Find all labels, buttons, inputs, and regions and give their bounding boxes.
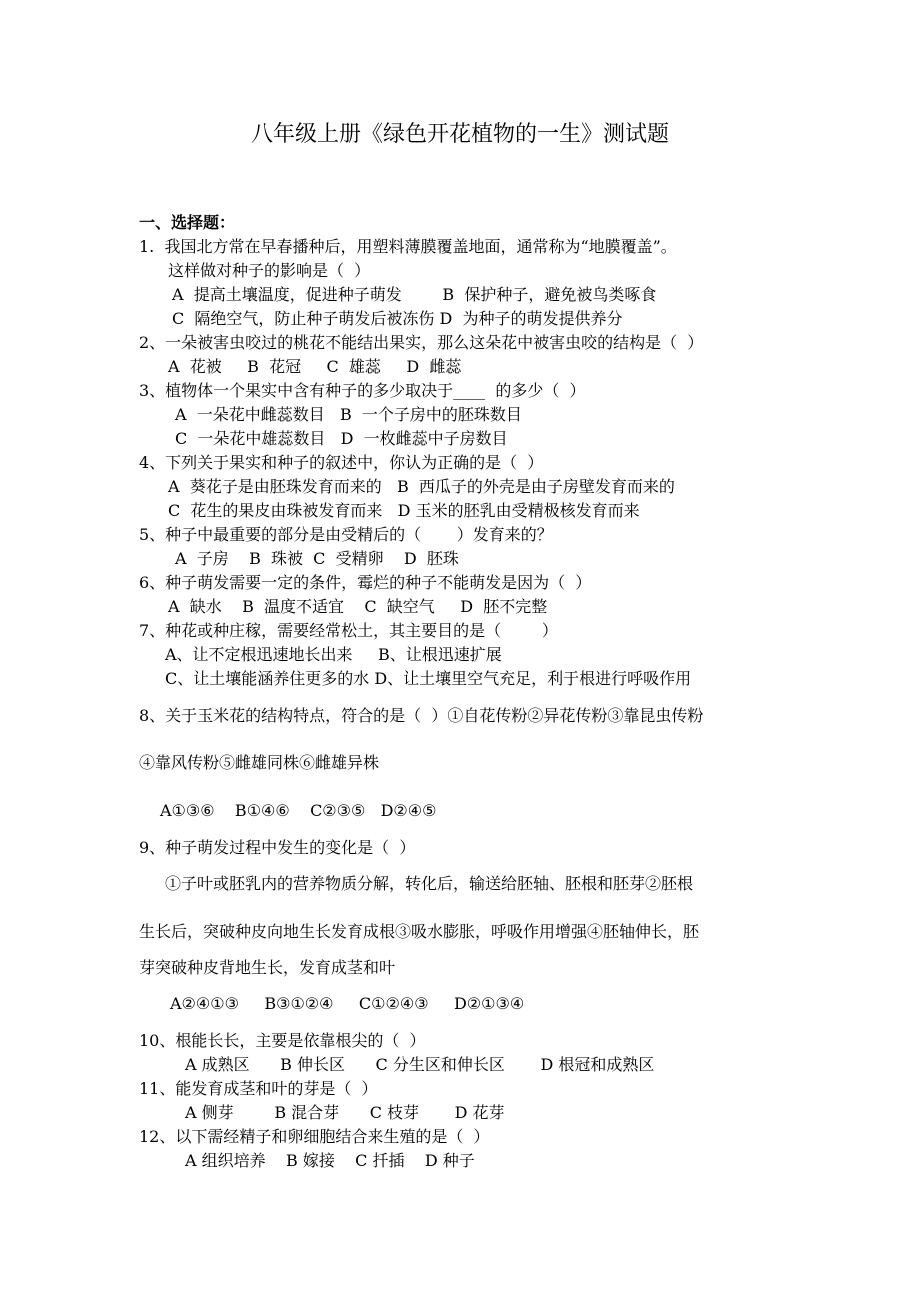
question-5-stem: 5、种子中最重要的部分是由受精后的（ ）发育来的？ <box>139 525 553 544</box>
question-1-options-cd: C 隔绝空气，防止种子萌发后被冻伤 D 为种子的萌发提供养分 <box>172 309 623 328</box>
page-title: 八年级上册《绿色开花植物的一生》测试题 <box>250 122 669 147</box>
question-1-stem: 1. 我国北方常在早春播种后，用塑料薄膜覆盖地面，通常称为“地膜覆盖”。 <box>139 237 677 256</box>
question-3-options-ab: A 一朵花中雌蕊数目 B 一个子房中的胚珠数目 <box>175 405 522 424</box>
question-3-options-cd: C 一朵花中雄蕊数目 D 一枚雌蕊中子房数目 <box>175 429 508 448</box>
question-9-statement-2: 生长后，突破种皮向地生长发育成根③吸水膨胀，呼吸作用增强④胚轴伸长，胚 <box>139 922 700 941</box>
question-4-stem: 4、下列关于果实和种子的叙述中，你认为正确的是（ ） <box>139 453 544 472</box>
question-9-statement-3: 芽突破种皮背地生长，发育成茎和叶 <box>139 958 396 977</box>
question-4-options-ab: A 葵花子是由胚珠发育而来的 B 西瓜子的外壳是由子房壁发育而来的 <box>168 477 675 496</box>
question-9-stem: 9、种子萌发过程中发生的变化是（ ） <box>139 838 416 857</box>
question-10-stem: 10、根能长长，主要是依靠根尖的（ ） <box>139 1031 426 1050</box>
question-6-options: A 缺水 B 温度不适宜 C 缺空气 D 胚不完整 <box>168 597 548 616</box>
question-1-options-ab: A 提高土壤温度，促进种子萌发 B 保护种子，避免被鸟类啄食 <box>172 285 657 304</box>
question-4-options-cd: C 花生的果皮由珠被发育而来 D 玉米的胚乳由受精极核发育而来 <box>168 501 640 520</box>
question-8-stem: 8、关于玉米花的结构特点，符合的是（ ）①自花传粉②异花传粉③靠昆虫传粉 <box>139 706 704 725</box>
question-10-options: A 成熟区 B 伸长区 C 分生区和伸长区 D 根冠和成熟区 <box>185 1055 655 1074</box>
section-heading: 一、选择题： <box>139 213 236 232</box>
question-7-stem: 7、种花或种庄稼，需要经常松土，其主要目的是（ ） <box>139 621 558 640</box>
question-8-stem-cont: ④靠风传粉⑤雌雄同株⑥雌雄异株 <box>139 753 380 772</box>
question-12-options: A 组织培养 B 嫁接 C 扦插 D 种子 <box>185 1151 475 1170</box>
question-11-stem: 11、能发育成茎和叶的芽是（ ） <box>139 1079 378 1098</box>
question-8-options: A①③⑥ B①④⑥ C②③⑤ D②④⑤ <box>160 801 437 820</box>
question-11-options: A 侧芽 B 混合芽 C 枝芽 D 花芽 <box>185 1103 505 1122</box>
question-7-options-ab: A、让不定根迅速地长出来 B、让根迅速扩展 <box>165 645 502 664</box>
question-5-options: A 子房 B 珠被 C 受精卵 D 胚珠 <box>175 549 459 568</box>
question-7-options-cd: C、让土壤能涵养住更多的水 D、让土壤里空气充足，利于根进行呼吸作用 <box>165 669 692 688</box>
question-12-stem: 12、以下需经精子和卵细胞结合来生殖的是（ ） <box>139 1127 490 1146</box>
question-6-stem: 6、种子萌发需要一定的条件，霉烂的种子不能萌发是因为（ ） <box>139 573 592 592</box>
question-9-statement-1: ①子叶或胚乳内的营养物质分解，转化后，输送给胚轴、胚根和胚芽②胚根 <box>165 874 694 893</box>
question-3-stem: 3、植物体一个果实中含有种子的多少取决于____ 的多少（ ） <box>139 381 586 400</box>
question-9-options: A②④①③ B③①②④ C①②④③ D②①③④ <box>170 994 525 1013</box>
question-1-stem-cont: 这样做对种子的影响是（ ） <box>168 261 371 280</box>
question-2-options: A 花被 B 花冠 C 雄蕊 D 雌蕊 <box>168 357 462 376</box>
question-2-stem: 2、一朵被害虫咬过的桃花不能结出果实，那么这朵花中被害虫咬的结构是（ ） <box>139 333 704 352</box>
